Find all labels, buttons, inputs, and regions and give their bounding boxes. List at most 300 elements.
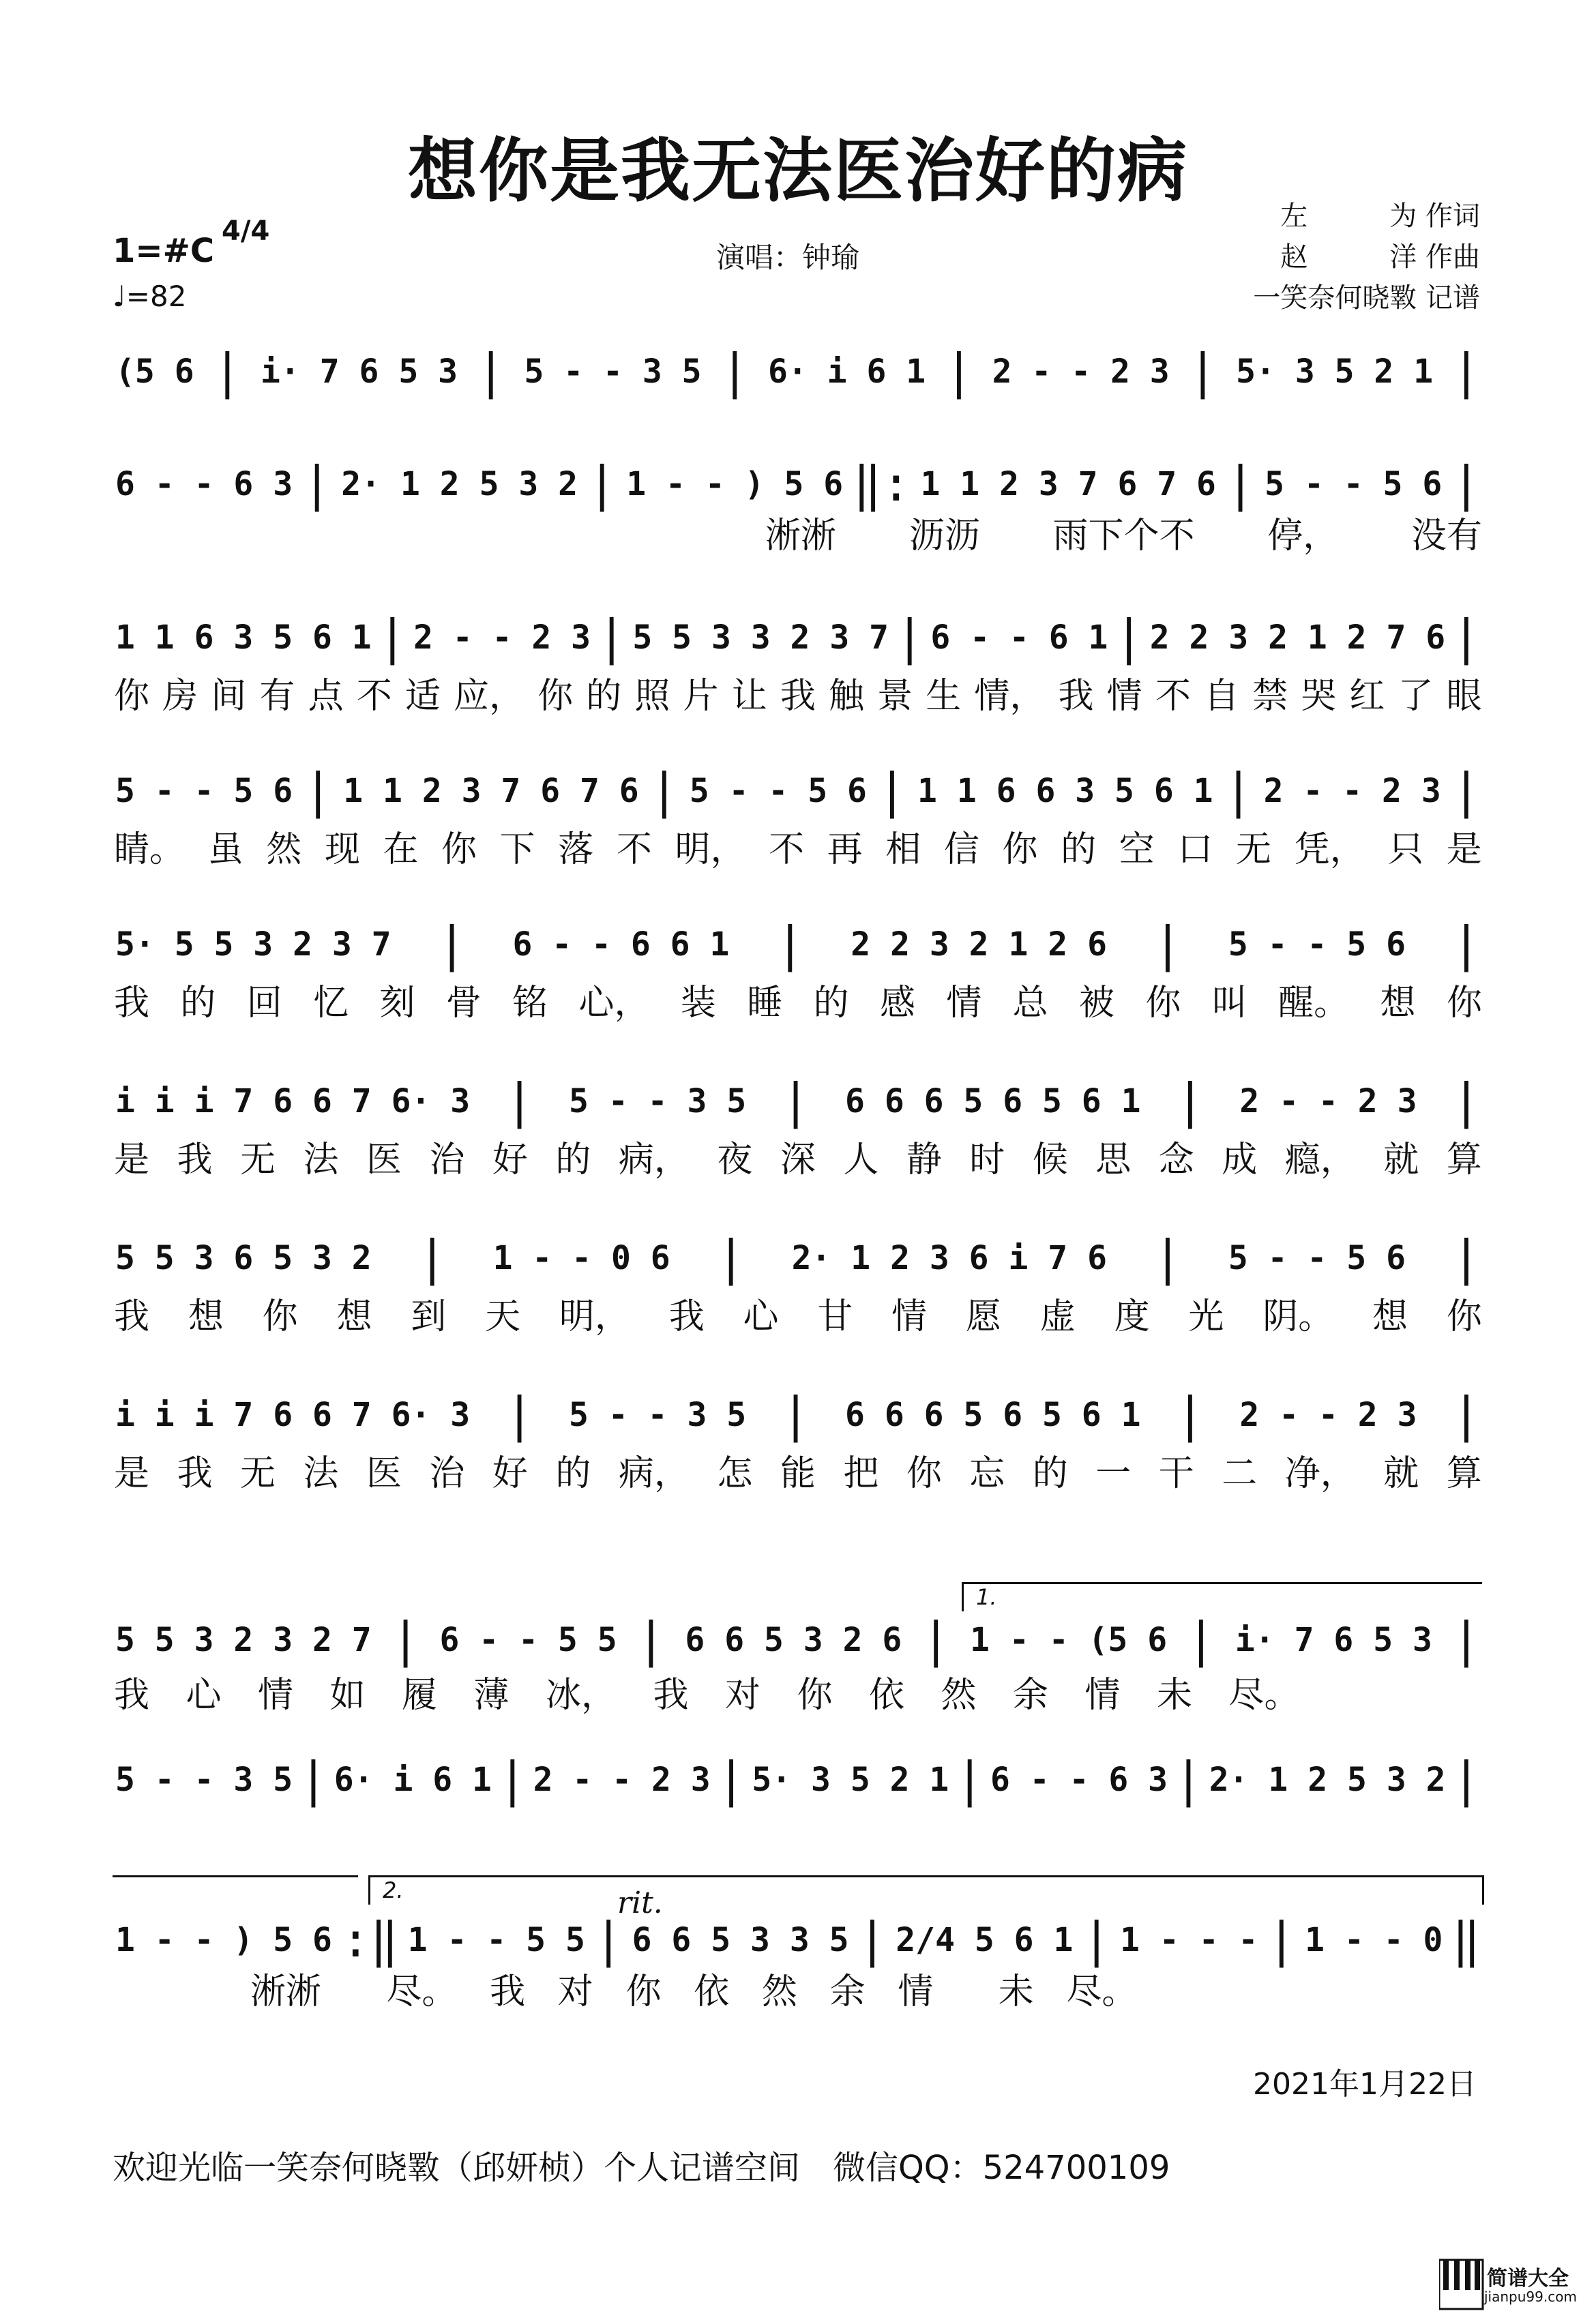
lyric-word: 间: [211, 675, 247, 717]
lyric-word: 片: [683, 675, 719, 717]
barline: |: [498, 1752, 527, 1808]
tempo-marking: ♩=82: [113, 280, 187, 313]
note-group: 2 - - 2 3: [1239, 1082, 1417, 1120]
barline: |: [944, 344, 973, 400]
lyric-word: 我: [1058, 675, 1094, 717]
notation-row: [113, 914, 1483, 975]
lyric-word: 想: [1380, 982, 1416, 1024]
lyric-word: 适: [404, 675, 441, 717]
note-group: 1 - - 0: [1305, 1921, 1443, 1959]
barline: |: [1451, 344, 1481, 400]
lyric-word: 履: [402, 1674, 438, 1716]
lyric-word: 睛。: [114, 829, 186, 870]
ritardando-marking: rit.: [617, 1886, 663, 1920]
lyric-word: 不: [356, 675, 392, 717]
note-group: i i i 7 6 6 7 6· 3: [115, 1082, 471, 1120]
barline: |: [304, 763, 333, 819]
note-group: i· 7 6 5 3: [1235, 1621, 1432, 1659]
lyric-word: 就: [1383, 1452, 1419, 1494]
barline: |: [1174, 1752, 1203, 1808]
barline: |: [1175, 1387, 1205, 1443]
lyric-word: 无: [239, 1139, 276, 1180]
key-signature: 1=#C: [113, 232, 215, 270]
lyric-word: 房: [162, 675, 198, 717]
note-group: 5 5 3 2 3 2 7: [115, 1621, 372, 1659]
note-group: 5· 5 5 3 2 3 7: [115, 925, 391, 964]
lyric-word: 法: [303, 1452, 339, 1494]
barline: |: [955, 1752, 984, 1808]
lyric-row: [113, 1289, 1483, 1337]
barline: |: [781, 1387, 810, 1443]
note-group: 6· i 6 1: [334, 1761, 492, 1799]
barline: |: [895, 610, 924, 666]
barline: |: [1175, 1073, 1205, 1129]
lyric-word: 总: [1012, 982, 1048, 1024]
lyric-word: 情: [946, 982, 982, 1024]
lyric-word: 我: [114, 1296, 150, 1337]
barline: |: [1451, 1230, 1481, 1286]
lyric-word: 思: [1095, 1139, 1132, 1180]
note-group: i i i 7 6 6 7 6· 3: [115, 1396, 471, 1434]
lyric-row: [113, 1446, 1483, 1493]
note-group: 2· 1 2 5 3 2: [1209, 1761, 1446, 1799]
barline: |: [391, 1612, 420, 1668]
note-group: 5 - - 5 6: [1228, 1239, 1406, 1277]
volta-first-ending: [962, 1582, 1482, 1611]
barline: ‖: [1451, 1912, 1481, 1968]
barline: |: [716, 1752, 746, 1808]
note-group: 2 2 3 2 1 2 7 6: [1149, 619, 1446, 657]
lyric-word: 然: [266, 829, 302, 870]
note-group: 5· 3 5 2 1: [1236, 353, 1434, 391]
lyric-word: 感: [879, 982, 915, 1024]
note-group: 6 - - 6 6 1: [512, 925, 730, 964]
lyric-word: 愿: [965, 1296, 1001, 1337]
lyric-word: 不: [769, 829, 805, 870]
lyric-row: [113, 975, 1483, 1023]
lyric-word: 我: [780, 675, 816, 717]
note-group: 5· 3 5 2 1: [752, 1761, 949, 1799]
lyric-word: 想: [1372, 1296, 1408, 1337]
lyric-word: 我: [490, 1971, 526, 2012]
lyric-word: 淅淅: [250, 1971, 322, 2012]
lyric-word: 的: [586, 675, 622, 717]
lyric-word: 你: [1002, 829, 1038, 870]
lyric-word: 尽。: [1228, 1674, 1300, 1716]
lyric-word: 情: [1084, 1674, 1121, 1716]
lyricist-credit: 左 为 作词: [1280, 200, 1480, 232]
barline: |: [857, 1912, 887, 1968]
lyric-word: 尽。: [1066, 1971, 1138, 2012]
lyric-word: 念: [1158, 1139, 1194, 1180]
lyric-word: 然: [941, 1674, 977, 1716]
lyric-word: 你: [114, 675, 150, 717]
note-group: 5 5 3 3 2 3 7: [632, 619, 889, 657]
lyric-word: 余: [1013, 1674, 1049, 1716]
lyric-word: 静: [906, 1139, 942, 1180]
lyric-word: 落: [558, 829, 594, 870]
notation-row: [113, 1909, 1483, 1971]
note-group: 2 2 3 2 1 2 6: [851, 925, 1107, 964]
notation-row: [113, 607, 1483, 668]
lyric-word: 没有: [1410, 515, 1482, 556]
lyric-word: 无: [1235, 829, 1271, 870]
lyric-word: 只: [1388, 829, 1424, 870]
lyric-word: 的: [1061, 829, 1097, 870]
lyric-word: 时: [969, 1139, 1005, 1180]
lyric-word: 能: [780, 1452, 816, 1494]
lyric-word: 你: [537, 675, 574, 717]
barline: |: [1451, 917, 1481, 972]
transcriber-credit: 一笑奈何晓斁 记谱: [1253, 282, 1480, 314]
lyric-word: 生: [926, 675, 962, 717]
lyric-word: 依: [869, 1674, 905, 1716]
note-group: 2 - - 2 3: [992, 353, 1170, 391]
note-group: 2· 1 2 3 6 i 7 6: [791, 1239, 1107, 1277]
lyric-word: 二: [1222, 1452, 1258, 1494]
barline: |: [302, 456, 331, 512]
lyric-word: 凭，: [1294, 829, 1365, 870]
barline: |: [1451, 1387, 1481, 1443]
lyric-word: 哭: [1301, 675, 1337, 717]
barline: |: [649, 763, 679, 819]
lyric-word: 我: [653, 1674, 689, 1716]
note-group: 2 - - 2 3: [1263, 772, 1441, 810]
note-group: 2· 1 2 5 3 2: [341, 465, 578, 503]
lyric-word: 被: [1079, 982, 1115, 1024]
note-group: 1 - - ) 5 6: [115, 1921, 332, 1959]
lyric-word: 你: [625, 1971, 662, 2012]
lyric-word: 人: [843, 1139, 879, 1180]
lyric-word: 想: [188, 1296, 224, 1337]
notation-row: [113, 341, 1483, 402]
lyric-word: 不: [616, 829, 652, 870]
lyric-word: 医: [366, 1139, 402, 1180]
note-group: 5 - - 3 5: [569, 1396, 747, 1434]
lyric-word: 你: [906, 1452, 942, 1494]
lyric-word: 然: [761, 1971, 797, 2012]
lyric-word: 让: [731, 675, 767, 717]
barline: |: [775, 917, 805, 972]
lyric-word: 你: [262, 1296, 298, 1337]
notation-row: [113, 1609, 1483, 1671]
barline: |: [587, 456, 617, 512]
barline: |: [781, 1073, 810, 1129]
barline: |: [476, 344, 505, 400]
lyric-word: 情: [1106, 675, 1142, 717]
lyric-word: 瘾，: [1284, 1139, 1356, 1180]
note-group: 5 - - 3 5: [115, 1761, 293, 1799]
footer-note: 欢迎光临一笑奈何晓斁（邱妍桢）个人记谱空间 微信QQ：524700109: [113, 2149, 1170, 2187]
note-group: (5 6: [115, 353, 194, 391]
lyric-word: 我: [177, 1139, 213, 1180]
note-group: 1 1 2 3 7 6 7 6: [343, 772, 639, 810]
time-signature: 4/4: [222, 215, 270, 247]
lyric-word: 情: [891, 1296, 928, 1337]
barline: |: [1451, 456, 1481, 512]
barline: |: [1082, 1912, 1111, 1968]
note-group: 2 - - 2 3: [413, 619, 591, 657]
lyric-word: 你: [1145, 982, 1181, 1024]
note-group: 1 - - 5 5: [407, 1921, 585, 1959]
lyric-word: 我: [668, 1296, 705, 1337]
barline: |: [437, 917, 467, 972]
lyric-word: 停，: [1267, 515, 1339, 556]
notation-row: [113, 1384, 1483, 1446]
note-group: 1 - - -: [1120, 1921, 1258, 1959]
lyric-word: 虽: [207, 829, 243, 870]
lyric-word: 我: [114, 1674, 150, 1716]
lyric-row: [249, 1964, 1204, 2012]
lyric-word: 心，: [578, 982, 650, 1024]
lyric-word: 是: [1446, 829, 1482, 870]
barline: |: [1114, 610, 1144, 666]
lyric-word: 了: [1398, 675, 1434, 717]
note-group: 6 6 6 5 6 5 6 1: [845, 1396, 1141, 1434]
note-group: 5 - - 3 5: [524, 353, 702, 391]
lyric-word: 刻: [379, 982, 415, 1024]
lyric-word: 情: [258, 1674, 294, 1716]
lyric-word: 算: [1446, 1139, 1482, 1180]
barline: |: [417, 1230, 447, 1286]
note-group: 5 - - 5 6: [1228, 925, 1406, 964]
lyric-word: 是: [114, 1139, 150, 1180]
barline: |: [716, 1230, 745, 1286]
barline: |: [877, 763, 907, 819]
lyric-word: 自: [1203, 675, 1239, 717]
note-group: 2 - - 2 3: [533, 1761, 711, 1799]
lyric-word: 到: [411, 1296, 447, 1337]
note-group: 1 1 6 3 5 6 1: [115, 619, 372, 657]
lyric-word: 你: [1446, 982, 1482, 1024]
note-group: 6 6 6 5 6 5 6 1: [845, 1082, 1141, 1120]
lyric-word: 叫: [1211, 982, 1247, 1024]
lyric-word: 心: [186, 1674, 222, 1716]
lyric-word: 是: [114, 1452, 150, 1494]
volta-second-ending: [368, 1875, 1484, 1905]
note-group: 5 - - 3 5: [569, 1082, 747, 1120]
lyric-word: 想: [336, 1296, 372, 1337]
lyric-word: 明，: [675, 829, 746, 870]
notation-row: [113, 1749, 1483, 1811]
lyric-word: 沥沥: [908, 515, 980, 556]
lyric-word: 照: [634, 675, 670, 717]
lyric-word: 虚: [1039, 1296, 1076, 1337]
lyric-word: 的: [180, 982, 216, 1024]
lyric-word: 净，: [1284, 1452, 1356, 1494]
lyric-word: 依: [694, 1971, 730, 2012]
note-group: 5 - - 5 6: [689, 772, 867, 810]
lyric-word: 下: [499, 829, 535, 870]
barline: |: [213, 344, 242, 400]
lyric-word: 有: [259, 675, 295, 717]
barline: ‖:: [853, 456, 911, 512]
lyric-word: 雨下个不: [1052, 515, 1195, 556]
note-group: 6 6 5 3 3 5: [632, 1921, 849, 1959]
lyric-word: 甘: [817, 1296, 853, 1337]
lyric-word: 治: [429, 1139, 465, 1180]
lyric-word: 算: [1446, 1452, 1482, 1494]
lyric-word: 铭: [512, 982, 548, 1024]
lyric-word: 对: [725, 1674, 761, 1716]
barline: |: [1451, 1612, 1481, 1668]
lyric-row: [113, 1667, 1483, 1715]
lyric-word: 眼: [1446, 675, 1482, 717]
lyric-word: 我: [177, 1452, 213, 1494]
barline: |: [594, 1912, 623, 1968]
barline: |: [1224, 763, 1253, 819]
barline: |: [1451, 610, 1481, 666]
lyric-word: 一: [1095, 1452, 1132, 1494]
lyric-word: 我: [114, 982, 150, 1024]
singer-credit: 演唱：钟瑜: [716, 241, 860, 274]
lyric-word: 景: [877, 675, 913, 717]
lyric-word: 把: [843, 1452, 879, 1494]
note-group: 5 5 3 6 5 3 2: [115, 1239, 372, 1277]
barline: |: [1153, 917, 1182, 972]
lyric-word: 睡: [747, 982, 783, 1024]
notation-row: [113, 1227, 1483, 1289]
barline: |: [1226, 456, 1255, 512]
transcription-date: 2021年1月22日: [1253, 2067, 1477, 2102]
lyric-word: 触: [828, 675, 864, 717]
lyric-word: 深: [780, 1139, 816, 1180]
lyric-word: 明，: [559, 1296, 630, 1337]
lyric-word: 回: [246, 982, 282, 1024]
notation-row: [113, 453, 1483, 515]
barline: |: [921, 1612, 951, 1668]
lyric-word: 法: [303, 1139, 339, 1180]
lyric-word: 候: [1032, 1139, 1068, 1180]
lyric-row: [764, 508, 1483, 556]
note-group: 6 - - 5 5: [439, 1621, 617, 1659]
note-group: 1 1 6 6 3 5 6 1: [917, 772, 1213, 810]
lyric-word: 对: [557, 1971, 593, 2012]
lyric-word: 装: [680, 982, 716, 1024]
lyric-row: [113, 1132, 1483, 1180]
note-group: 6 - - 6 3: [115, 465, 293, 503]
lyric-word: 你: [797, 1674, 833, 1716]
note-group: 5 - - 5 6: [1265, 465, 1443, 503]
barline: |: [505, 1387, 534, 1443]
volta-first-label: 1.: [976, 1584, 997, 1610]
note-group: i· 7 6 5 3: [261, 353, 458, 391]
barline: |: [378, 610, 407, 666]
composer-credit: 赵 洋 作曲: [1280, 241, 1480, 273]
lyric-word: 尽。: [386, 1971, 458, 2012]
barline: |: [1188, 344, 1217, 400]
lyric-word: 醒。: [1278, 982, 1350, 1024]
lyric-row: [113, 668, 1483, 716]
lyric-word: 成: [1222, 1139, 1258, 1180]
lyric-word: 口: [1177, 829, 1213, 870]
barline: |: [505, 1073, 534, 1129]
barline: |: [299, 1752, 328, 1808]
lyric-word: 病，: [618, 1139, 690, 1180]
barline: :‖: [341, 1912, 399, 1968]
note-group: 6 6 5 3 2 6: [685, 1621, 902, 1659]
lyric-word: 的: [555, 1452, 591, 1494]
note-group: 2/4 5 6 1: [896, 1921, 1074, 1959]
lyric-word: 不: [1155, 675, 1191, 717]
note-group: 6· i 6 1: [767, 353, 926, 391]
lyric-word: 怎: [717, 1452, 753, 1494]
lyric-word: 在: [383, 829, 419, 870]
lyric-row: [113, 822, 1483, 869]
lyric-word: 淅淅: [765, 515, 837, 556]
lyric-word: 空: [1119, 829, 1155, 870]
note-group: 1 1 2 3 7 6 7 6: [920, 465, 1216, 503]
lyric-word: 禁: [1252, 675, 1288, 717]
lyric-word: 如: [329, 1674, 366, 1716]
lyric-word: 阴。: [1262, 1296, 1334, 1337]
barline: |: [1186, 1612, 1216, 1668]
lyric-word: 相: [885, 829, 921, 870]
barline: |: [720, 344, 750, 400]
song-title: 想你是我无法医治好的病: [408, 130, 1188, 212]
lyric-word: 现: [324, 829, 360, 870]
lyric-word: 无: [239, 1452, 276, 1494]
note-group: 1 - - ) 5 6: [626, 465, 844, 503]
lyric-word: 的: [555, 1139, 591, 1180]
note-group: 5 - - 5 6: [115, 772, 293, 810]
lyric-word: 的: [1032, 1452, 1068, 1494]
barline: |: [1153, 1230, 1182, 1286]
lyric-word: 余: [829, 1971, 866, 2012]
lyric-word: 红: [1349, 675, 1385, 717]
lyric-word: 忆: [313, 982, 349, 1024]
note-group: 2 - - 2 3: [1239, 1396, 1417, 1434]
logo-url: jianpu99.com: [1484, 2289, 1577, 2305]
lyric-word: 就: [1383, 1139, 1419, 1180]
lyric-word: 治: [429, 1452, 465, 1494]
lyric-word: 未: [998, 1971, 1034, 2012]
volta-second-label: 2.: [383, 1877, 404, 1903]
barline: |: [636, 1612, 666, 1668]
lyric-word: 的: [813, 982, 849, 1024]
lyric-word: 你: [1446, 1296, 1482, 1337]
lyric-word: 度: [1114, 1296, 1150, 1337]
lyric-word: 信: [943, 829, 979, 870]
lyric-word: 你: [441, 829, 477, 870]
volta-continuation-line: [113, 1875, 358, 1877]
lyric-word: 情，: [974, 675, 1046, 717]
lyric-word: 医: [366, 1452, 402, 1494]
note-group: 1 - - (5 6: [970, 1621, 1168, 1659]
lyric-word: 忘: [969, 1452, 1005, 1494]
notation-row: [113, 760, 1483, 822]
lyric-word: 未: [1157, 1674, 1193, 1716]
note-group: 6 - - 6 1: [930, 619, 1108, 657]
lyric-word: 骨: [445, 982, 482, 1024]
note-group: 6 - - 6 3: [990, 1761, 1168, 1799]
barline: |: [1451, 763, 1481, 819]
lyric-word: 心: [743, 1296, 779, 1337]
lyric-word: 再: [827, 829, 863, 870]
barline: |: [597, 610, 626, 666]
notation-row: [113, 1071, 1483, 1132]
barline: |: [1267, 1912, 1296, 1968]
lyric-word: 情: [898, 1971, 934, 2012]
logo-text: 简谱大全: [1487, 2267, 1569, 2291]
lyric-word: 好: [492, 1452, 528, 1494]
lyric-word: 病，: [618, 1452, 690, 1494]
lyric-word: 好: [492, 1139, 528, 1180]
lyric-word: 冰，: [546, 1674, 617, 1716]
note-group: 1 - - 0 6: [492, 1239, 670, 1277]
barline: |: [1451, 1073, 1481, 1129]
lyric-word: 干: [1158, 1452, 1194, 1494]
